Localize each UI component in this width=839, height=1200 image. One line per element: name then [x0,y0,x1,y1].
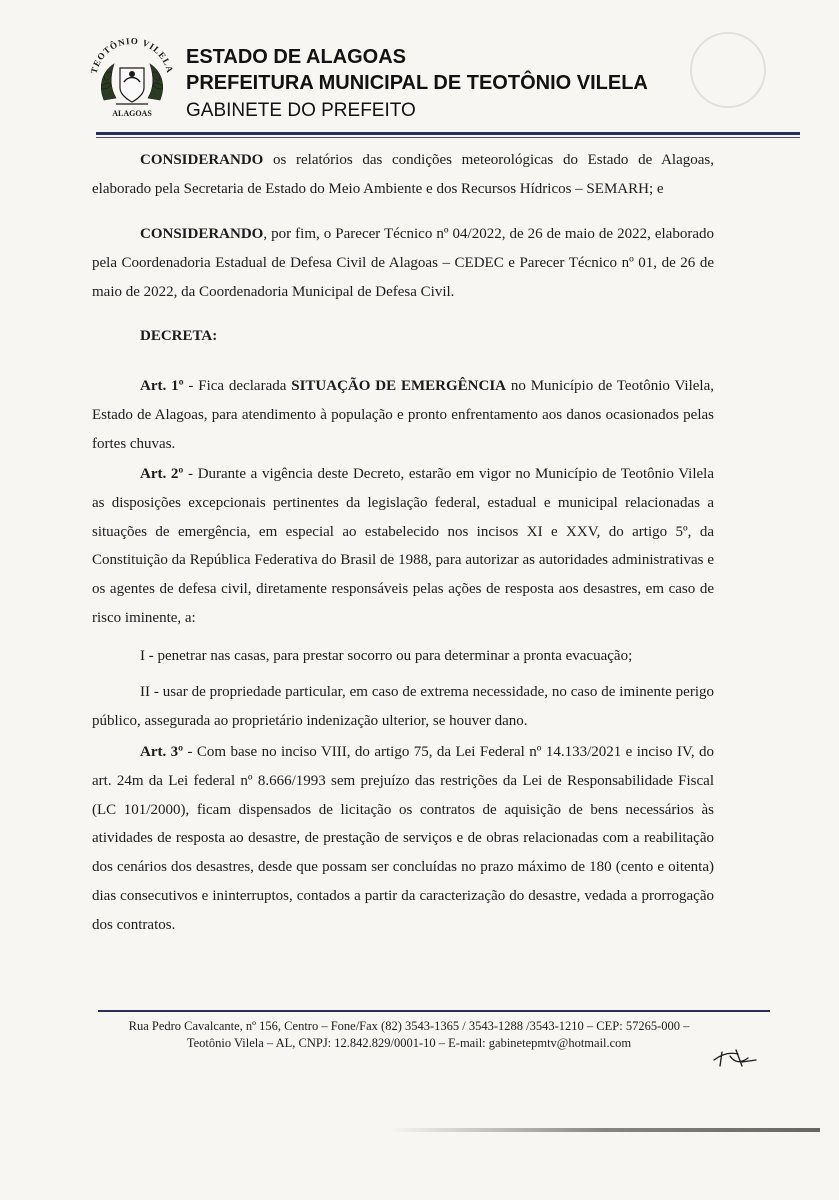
municipal-seal-logo [86,30,178,122]
item-1-text: I - penetrar nas casas, para prestar socorro ou para determinar a pronta evacuação; [140,648,633,664]
considerando-text: , por fim, o Parecer Técnico nº 04/2022, de 26 de maio de 2022, elaborado pela Coordenadoria Estadual de Defesa Civil de Alagoas – CEDEC e Parecer Técnico nº 01, de 26 de maio de 2022, da Coordenadoria Municipal de Defesa Civil. [92,226,714,300]
header-prefecture: PREFEITURA MUNICIPAL DE TEOTÔNIO VILELA [186,72,648,94]
footer-line-2: Teotônio Vilela – AL, CNPJ: 12.842.829/0001-10 – E-mail: gabinetepmtv@hotmail.com [186,1036,632,1050]
seal-text-top: TEOTÔNIO VILELA [88,35,176,75]
footer-rule [98,1010,770,1012]
decreta-heading [92,322,714,351]
header-office: GABINETE DO PREFEITO [186,100,416,121]
scan-edge-shadow [390,1128,820,1132]
considerando-lead: CONSIDERANDO [140,152,264,168]
article-1-text-post: no Município de Teotônio Vilela, Estado de Alagoas, para atendimento à população e pronto enfrentamento aos danos ocasionados pelas fortes chuvas. [92,378,714,452]
article-1 [92,372,714,458]
considerando-text: os relatórios das condições meteorológicas do Estado de Alagoas, elaborado pela Secretaria de Estado do Meio Ambiente e dos Recursos Hídricos – SEMARH; e [92,152,714,197]
considerando-lead: CONSIDERANDO [140,226,264,242]
handwritten-initials [712,1046,758,1070]
article-2 [92,460,714,633]
considerando-paragraph-1 [92,146,714,204]
header-rule [96,132,800,135]
article-1-emphasis: SITUAÇÃO DE EMERGÊNCIA [291,378,506,394]
article-3-text: - Com base no inciso VIII, do artigo 75, da Lei Federal nº 14.133/2021 e inciso IV, do art. 24m da Lei federal nº 8.666/1993 sem prejuízo das restrições da Lei de Responsabilidade Fiscal (LC 101/2000), ficam dispensados de licitação os contratos de aquisição de bens necessários às atividades de resposta ao desastre, de prestação de serviços e de obras relacionadas com a reabilitação dos cenários dos desastres, desde que possam ser concluídas no prazo máximo de 180 (cento e oitenta) dias consecutivos e ininterruptos, contados a partir da caracterização do desastre, vedada a prorrogação dos contratos. [92,744,715,933]
article-3-label: Art. 3º [140,744,184,760]
article-2-label: Art. 2º [140,466,184,482]
header-rule-thin [96,137,800,138]
article-3 [92,738,714,940]
article-1-label: Art. 1º [140,378,184,394]
article-2-item-1 [92,642,714,671]
footer-address [98,1018,720,1052]
bleed-through-seal [690,32,766,108]
considerando-paragraph-2 [92,220,714,306]
header-state: ESTADO DE ALAGOAS [186,46,407,68]
item-2-text: II - usar de propriedade particular, em caso de extrema necessidade, no caso de iminente perigo público, assegurada ao proprietário indenização ulterior, se houver dano. [92,684,714,729]
article-2-text: - Durante a vigência deste Decreto, estarão em vigor no Município de Teotônio Vilela as disposições excepcionais pertinentes da legislação federal, estadual e municipal relacionadas a situações de emergência, em especial ao estabelecido nos incisos XI e XXV, do artigo 5º, da Constituição da República Federativa do Brasil de 1988, para autorizar as autoridades administrativas e os agentes de defesa civil, diretamente responsáveis pelas ações de resposta aos desastres, em caso de risco iminente, a: [92,466,714,626]
footer-line-1: Rua Pedro Cavalcante, nº 156, Centro – Fone/Fax (82) 3543-1365 / 3543-1288 /3543-1210 – CEP: 57265-000 – [128,1019,690,1033]
article-2-item-2 [92,678,714,736]
decreta-label: DECRETA: [140,328,218,344]
seal-text-bottom: ALAGOAS [112,109,152,118]
article-1-text-pre: - Fica declarada [183,378,292,394]
